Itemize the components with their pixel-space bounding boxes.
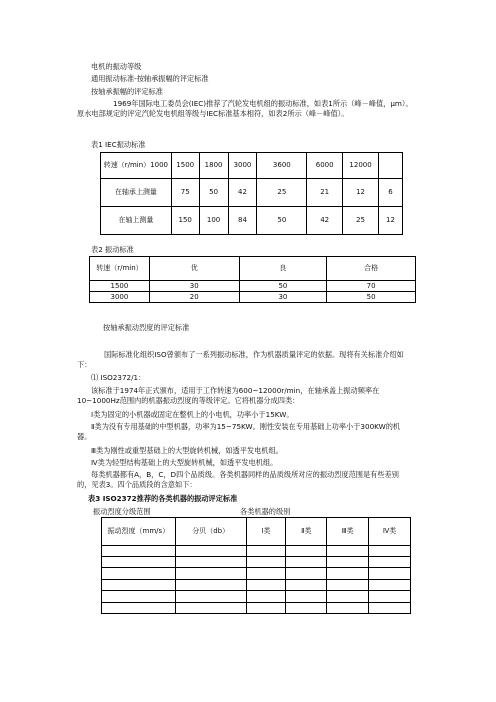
table-cell: 6 (379, 179, 403, 207)
table3-top-left-label: 振动烈度分级范围 (93, 507, 151, 516)
section-title: 按轴承振动烈度的评定标准 (103, 323, 190, 332)
table1-speed: 12000 (343, 153, 379, 179)
table3-header: Ⅲ类 (327, 518, 369, 546)
table-cell: 30 (149, 281, 239, 292)
table-row (90, 281, 416, 292)
table3-header: Ⅱ类 (286, 518, 327, 546)
table-cell: 150 (171, 207, 199, 235)
table-row (90, 292, 416, 303)
class-4-text: Ⅳ类为轻型结构基础上的大型旋转机械，如透平发电机组。 (91, 458, 278, 467)
table1-speed: 3000 (228, 153, 257, 179)
table-cell: 84 (228, 207, 257, 235)
vibration-standard-table (89, 256, 416, 303)
table1-speed: 6000 (307, 153, 343, 179)
table-cell: 30 (239, 292, 327, 303)
table-cell: 25 (343, 207, 379, 235)
table-row (101, 207, 403, 235)
class-1-text: Ⅰ类为固定的小机器或固定在整机上的小电机，功率小于15KW。 (91, 410, 294, 419)
table-row (102, 568, 411, 580)
table2-header: 转速（r/min） (90, 257, 150, 281)
row-label: 在轴承上测量 (101, 179, 172, 207)
table1-speed: 1500 (171, 153, 199, 179)
table2-header: 合格 (327, 257, 416, 281)
table3-header: 分贝（db） (175, 518, 246, 546)
iso2372-table (101, 517, 411, 614)
table-cell: 25 (257, 179, 307, 207)
table1-header-speed: 转速（r/min）1000 (101, 153, 172, 179)
table-cell: 50 (257, 207, 307, 235)
table-cell: 12 (343, 179, 379, 207)
iso-paragraph: 国际标准化组织ISO曾颁布了一系列振动标准，作为机器质量评定的依据。现将有关标准介绍如下： (77, 350, 404, 369)
heading-line-1: 电机的振动等级 (91, 62, 142, 71)
heading-line-3: 按轴承振幅的评定标准 (91, 87, 163, 96)
table-row (102, 591, 411, 603)
intro-paragraph: 1969年国际电工委员会(IEC)推荐了汽轮发电机组的振动标准，如表1所示（峰－峰值，μm）。原水电部规定的评定汽轮发电机组等级与IEC标准基本相符，如表2所示（峰－峰值）。 (77, 99, 413, 118)
table1-speed: 3600 (257, 153, 307, 179)
table-cell: 42 (307, 207, 343, 235)
heading-line-2: 通用振动标准-按轴承振幅的评定标准 (91, 74, 209, 83)
table3-caption: 表3 ISO2372推荐的各类机器的振动评定标准 (88, 494, 238, 503)
table-cell: 21 (307, 179, 343, 207)
table-cell: 1500 (90, 281, 150, 292)
table2-header: 良 (239, 257, 327, 281)
table2-header: 优 (149, 257, 239, 281)
table-cell: 100 (199, 207, 228, 235)
class-3-text: Ⅲ类为刚性或重型基础上的大型旋转机械，如透平发电机组。 (91, 446, 283, 455)
table1-speed: 1800 (199, 153, 228, 179)
table-cell: 42 (228, 179, 257, 207)
table3-header: Ⅰ类 (246, 518, 286, 546)
table-row (102, 580, 411, 591)
table-cell: 50 (327, 292, 416, 303)
table-row (102, 603, 411, 614)
table-cell: 12 (379, 207, 403, 235)
table-cell: 75 (171, 179, 199, 207)
table-cell: 50 (239, 281, 327, 292)
table-row (101, 179, 403, 207)
iec-vibration-table (100, 152, 403, 235)
table3-header: 振动烈度（mm/s） (102, 518, 176, 546)
table1-empty-cell (379, 153, 403, 179)
table1-caption: 表1 IEC振动标准 (91, 140, 146, 149)
table-cell: 3000 (90, 292, 150, 303)
row-label: 在轴上测量 (101, 207, 172, 235)
table-cell: 20 (149, 292, 239, 303)
table3-top-right-label: 各类机器的级别 (240, 507, 291, 516)
table-row (102, 546, 411, 557)
table3-header: Ⅳ类 (369, 518, 411, 546)
item1-title: ⑴ ISO2372/1： (91, 373, 146, 382)
item1-text: 该标准于1974年正式颁布，适用于工作转速为600~12000r/min，在轴承盖上振动频率在10~1000Hz范围内的机器振动烈度的等级评定。它将机器分成四类： (77, 386, 380, 405)
class-2-text: Ⅱ类为没有专用基础的中型机器，功率为15~75KW。刚性安装在专用基础上功率小于300KW的机器。 (77, 422, 401, 441)
table-cell: 70 (327, 281, 416, 292)
table-cell: 50 (199, 179, 228, 207)
table-row (102, 557, 411, 568)
table2-caption: 表2 振动标准 (91, 245, 134, 254)
grades-paragraph: 每类机器都有A，B，C，D四个品质级。各类机器同样的品质级所对应的振动烈度范围是有些差别的，见表3。四个品质段的含意如下： (77, 470, 399, 489)
